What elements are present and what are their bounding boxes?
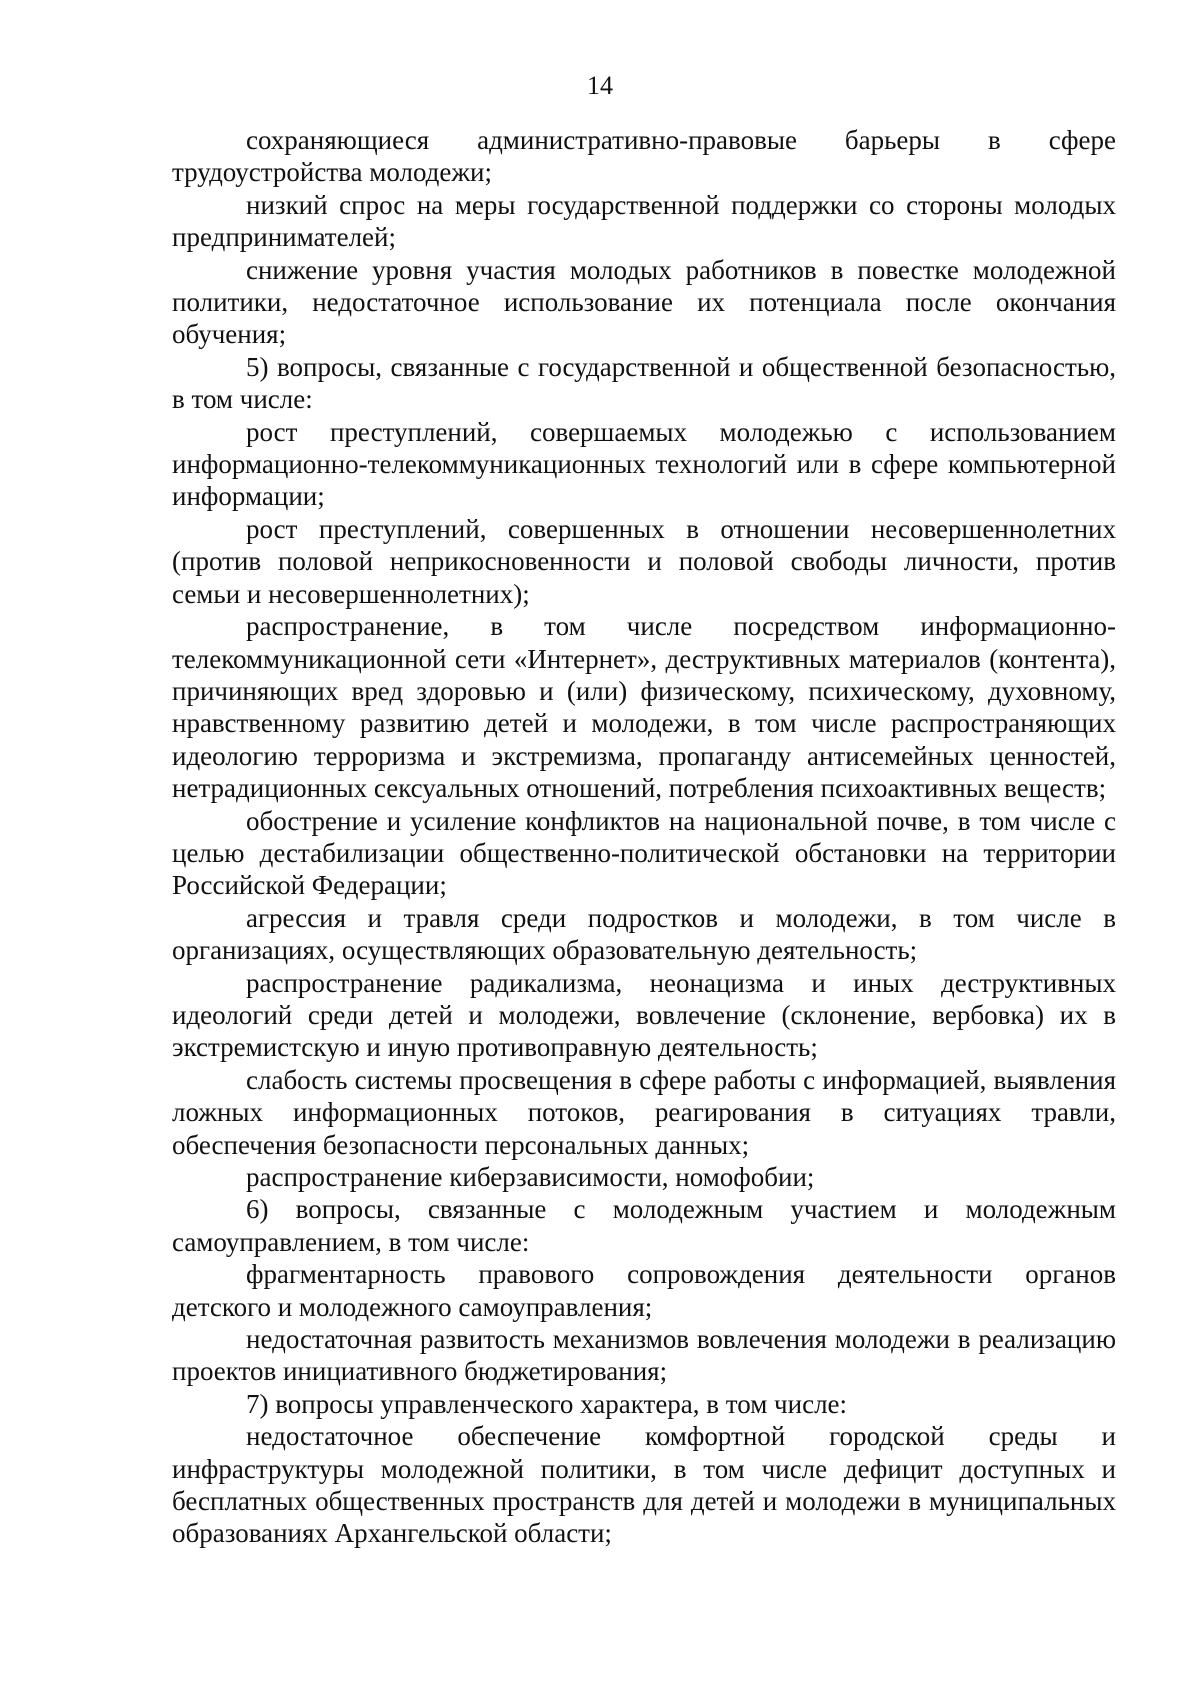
- paragraph: недостаточная развитость механизмов вовлечения молодежи в реализацию проектов инициативного бюджетирования;: [172, 1324, 1116, 1387]
- paragraph: 6) вопросы, связанные с молодежным участием и молодежным самоуправлением, в том числе:: [172, 1194, 1116, 1257]
- paragraph: фрагментарность правового сопровождения деятельности органов детского и молодежного самоуправления;: [172, 1259, 1116, 1322]
- paragraph: распространение, в том числе посредством информационно-телекоммуникационной сети «Интернет», деструктивных материалов (контента), причиняющих вред здоровью и (или) физическому, психическому, духовному, нравственному развитию детей и молодежи, в том числе распространяющих идеологию терроризма и экстремизма, пропаганду антисемейных ценностей, нетрадиционных сексуальных отношений, потребления психоактивных веществ;: [172, 611, 1116, 804]
- paragraph: распространение радикализма, неонацизма и иных деструктивных идеологий среди детей и молодежи, вовлечение (склонение, вербовка) их в экстремистскую и иную противоправную деятельность;: [172, 967, 1116, 1063]
- document-body: [172, 124, 1116, 1550]
- paragraph: слабость системы просвещения в сфере работы с информацией, выявления ложных информационных потоков, реагирования в ситуациях травли, обеспечения безопасности персональных данных;: [172, 1064, 1116, 1160]
- paragraph: снижение уровня участия молодых работников в повестке молодежной политики, недостаточное использование их потенциала после окончания обучения;: [172, 254, 1116, 350]
- paragraph: сохраняющиеся административно-правовые барьеры в сфере трудоустройства молодежи;: [172, 125, 1116, 188]
- paragraph: 7) вопросы управленческого характера, в том числе:: [246, 1388, 848, 1419]
- paragraph: 5) вопросы, связанные с государственной и общественной безопасностью, в том числе:: [172, 351, 1116, 415]
- paragraph: обострение и усиление конфликтов на национальной почве, в том числе с целью дестабилизации общественно-политической обстановки на территории Российской Федерации;: [172, 805, 1116, 901]
- paragraph: недостаточное обеспечение комфортной городской среды и инфраструктуры молодежной политики, в том числе дефицит доступных и бесплатных общественных пространств для детей и молодежи в муниципальных образованиях Архангельской области;: [172, 1421, 1116, 1549]
- paragraph: распространение киберзависимости, номофобии;: [246, 1162, 815, 1192]
- paragraph: рост преступлений, совершенных в отношении несовершеннолетних (против половой неприкосновенности и половой свободы личности, против семьи и несовершеннолетних);: [172, 513, 1116, 609]
- paragraph: агрессия и травля среди подростков и молодежи, в том числе в организациях, осуществляющих образовательную деятельность;: [172, 902, 1116, 966]
- paragraph: рост преступлений, совершаемых молодежью с использованием информационно-телекоммуникационных технологий или в сфере компьютерной информации;: [172, 416, 1116, 512]
- paragraph: низкий спрос на меры государственной поддержки со стороны молодых предпринимателей;: [172, 189, 1116, 253]
- page-number: 14: [587, 71, 613, 100]
